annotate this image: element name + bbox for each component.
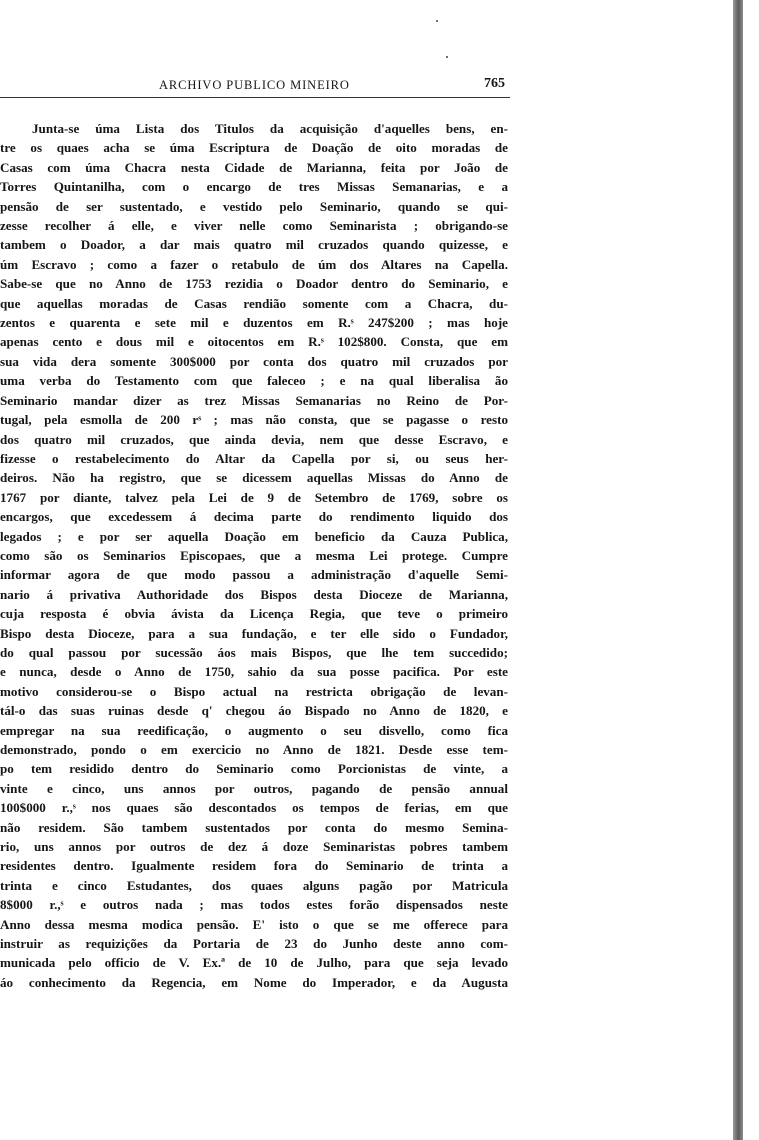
text-line: Anno dessa mesma modica pensão. E' isto o que se me offerece para <box>0 916 508 932</box>
text-line: tambem o Doador, a dar mais quatro mil cruzados quando quizesse, e <box>0 237 508 253</box>
text-line: que aquellas moradas de Casas rendião somente com a Chacra, du- <box>0 295 508 311</box>
header-rule <box>0 97 510 98</box>
text-line: 100$000 r.,ˢ nos quaes são descontados os tempos de ferias, em que <box>0 800 508 816</box>
scan-speck <box>446 56 448 58</box>
text-line: encargos, que excedessem á decima parte do rendimento liquido dos <box>0 509 508 525</box>
text-line: tugal, pela esmolla de 200 rˢ ; mas não consta, que se pagasse o resto <box>0 412 508 428</box>
text-line: legados ; e por ser aquella Doação em beneficio da Cauza Publica, <box>0 528 508 544</box>
text-line: trinta e cinco Estudantes, dos quaes alguns pagão por Matricula <box>0 877 508 893</box>
text-line: 8$000 r.,ˢ e outros nada ; mas todos estes forão dispensados neste <box>0 897 508 913</box>
text-line: sua vida dera somente 300$000 por conta dos quatro mil cruzados por <box>0 353 508 369</box>
text-line: como são os Seminarios Episcopaes, que a mesma Lei protege. Cumpre <box>0 547 508 563</box>
text-line: apenas cento e dous mil e oitocentos em R.ˢ 102$800. Consta, que em <box>0 334 508 350</box>
text-line: rio, uns annos por outros de dez á doze Seminaristas pobres tambem <box>0 839 508 855</box>
text-line: Junta-se úma Lista dos Titulos da acquisição d'aquelles bens, en- <box>32 121 508 136</box>
text-line: informar agora de que modo passou a administração d'aquelle Semi- <box>0 567 508 583</box>
text-line: Sabe-se que no Anno de 1753 rezidia o Doador dentro do Seminario, e <box>0 276 508 292</box>
text-line: motivo considerou-se o Bispo actual na restricta obrigação de levan- <box>0 683 508 699</box>
text-line: áo conhecimento da Regencia, em Nome do Imperador, e da Augusta <box>0 974 508 990</box>
text-line: nario á privativa Authoridade dos Bispos desta Dioceze de Marianna, <box>0 586 508 602</box>
text-line: uma verba do Testamento com que faleceo ; e na qual liberalisa ão <box>0 373 508 389</box>
text-line: cuja resposta é obvia ávista da Licença Regia, que teve o primeiro <box>0 606 508 622</box>
scan-speck <box>436 20 438 22</box>
text-line: 1767 por diante, talvez pela Lei de 9 de Setembro de 1769, sobre os <box>0 489 508 505</box>
text-line: Bispo desta Dioceze, para a sua fundação, e ter elle sido o Fundador, <box>0 625 508 641</box>
text-line: empregar na sua reedificação, o augmento o seu disvello, como fica <box>0 722 508 738</box>
page-gutter-shadow <box>733 0 743 1140</box>
text-line: não residem. São tambem sustentados por conta do mesmo Semina- <box>0 819 508 835</box>
text-line: demonstrado, pondo o em exercicio no Anno de 1821. Desde esse tem- <box>0 742 508 757</box>
text-line: do qual passou por sucessão áos mais Bispos, que lhe tem succedido; <box>0 644 508 660</box>
text-line: Casas com úma Chacra nesta Cidade de Marianna, feita por João de <box>0 159 508 175</box>
text-line: instruir as requizições da Portaria de 23 do Junho deste anno com- <box>0 936 508 952</box>
text-line: fizesse o restabelecimento do Altar da Capella por si, ou seus her- <box>0 450 508 466</box>
text-line: dos quatro mil cruzados, que ainda devia, nem que desse Escravo, e <box>0 431 508 447</box>
text-line: deiros. Não ha registro, que se dicessem aquellas Missas do Anno de <box>0 470 508 486</box>
text-line: residentes dentro. Igualmente residem fora do Seminario de trinta a <box>0 858 508 874</box>
text-line: po tem residido dentro do Seminario como Porcionistas de vinte, a <box>0 761 508 777</box>
page-number: 765 <box>484 76 505 91</box>
text-line: tre os quaes acha se úma Escriptura de Doação de oito moradas de <box>0 140 508 156</box>
text-line: úm Escravo ; como a fazer o retabulo de úm dos Altares na Capella. <box>0 256 508 272</box>
running-header <box>0 78 520 98</box>
text-line: zentos e quarenta e sete mil e duzentos em R.ˢ 247$200 ; mas hoje <box>0 315 508 331</box>
text-line: zesse recolher á elle, e viver nelle como Seminarista ; obrigando-se <box>0 218 508 234</box>
text-line: tál-o das suas ruinas desde q' chegou áo Bispado no Anno de 1820, e <box>0 703 508 719</box>
page-margin <box>743 0 759 1140</box>
running-header-title: ARCHIVO PUBLICO MINEIRO <box>159 78 350 92</box>
text-line: e nunca, desde o Anno de 1750, sahio da sua posse pacifica. Por este <box>0 664 508 680</box>
text-line: Torres Quintanilha, com o encargo de tres Missas Semanarias, e a <box>0 179 508 195</box>
text-line: vinte e cinco, uns annos por outros, pagando de pensão annual <box>0 780 508 796</box>
text-line: municada pelo officio de V. Ex.ª de 10 de Julho, para que seja levado <box>0 955 508 971</box>
text-line: pensão de ser sustentado, e vestido pelo Seminario, quando se qui- <box>0 198 508 214</box>
body-paragraph <box>0 119 508 992</box>
text-line: Seminario mandar dizer as trez Missas Semanarias no Reino de Por- <box>0 392 508 408</box>
